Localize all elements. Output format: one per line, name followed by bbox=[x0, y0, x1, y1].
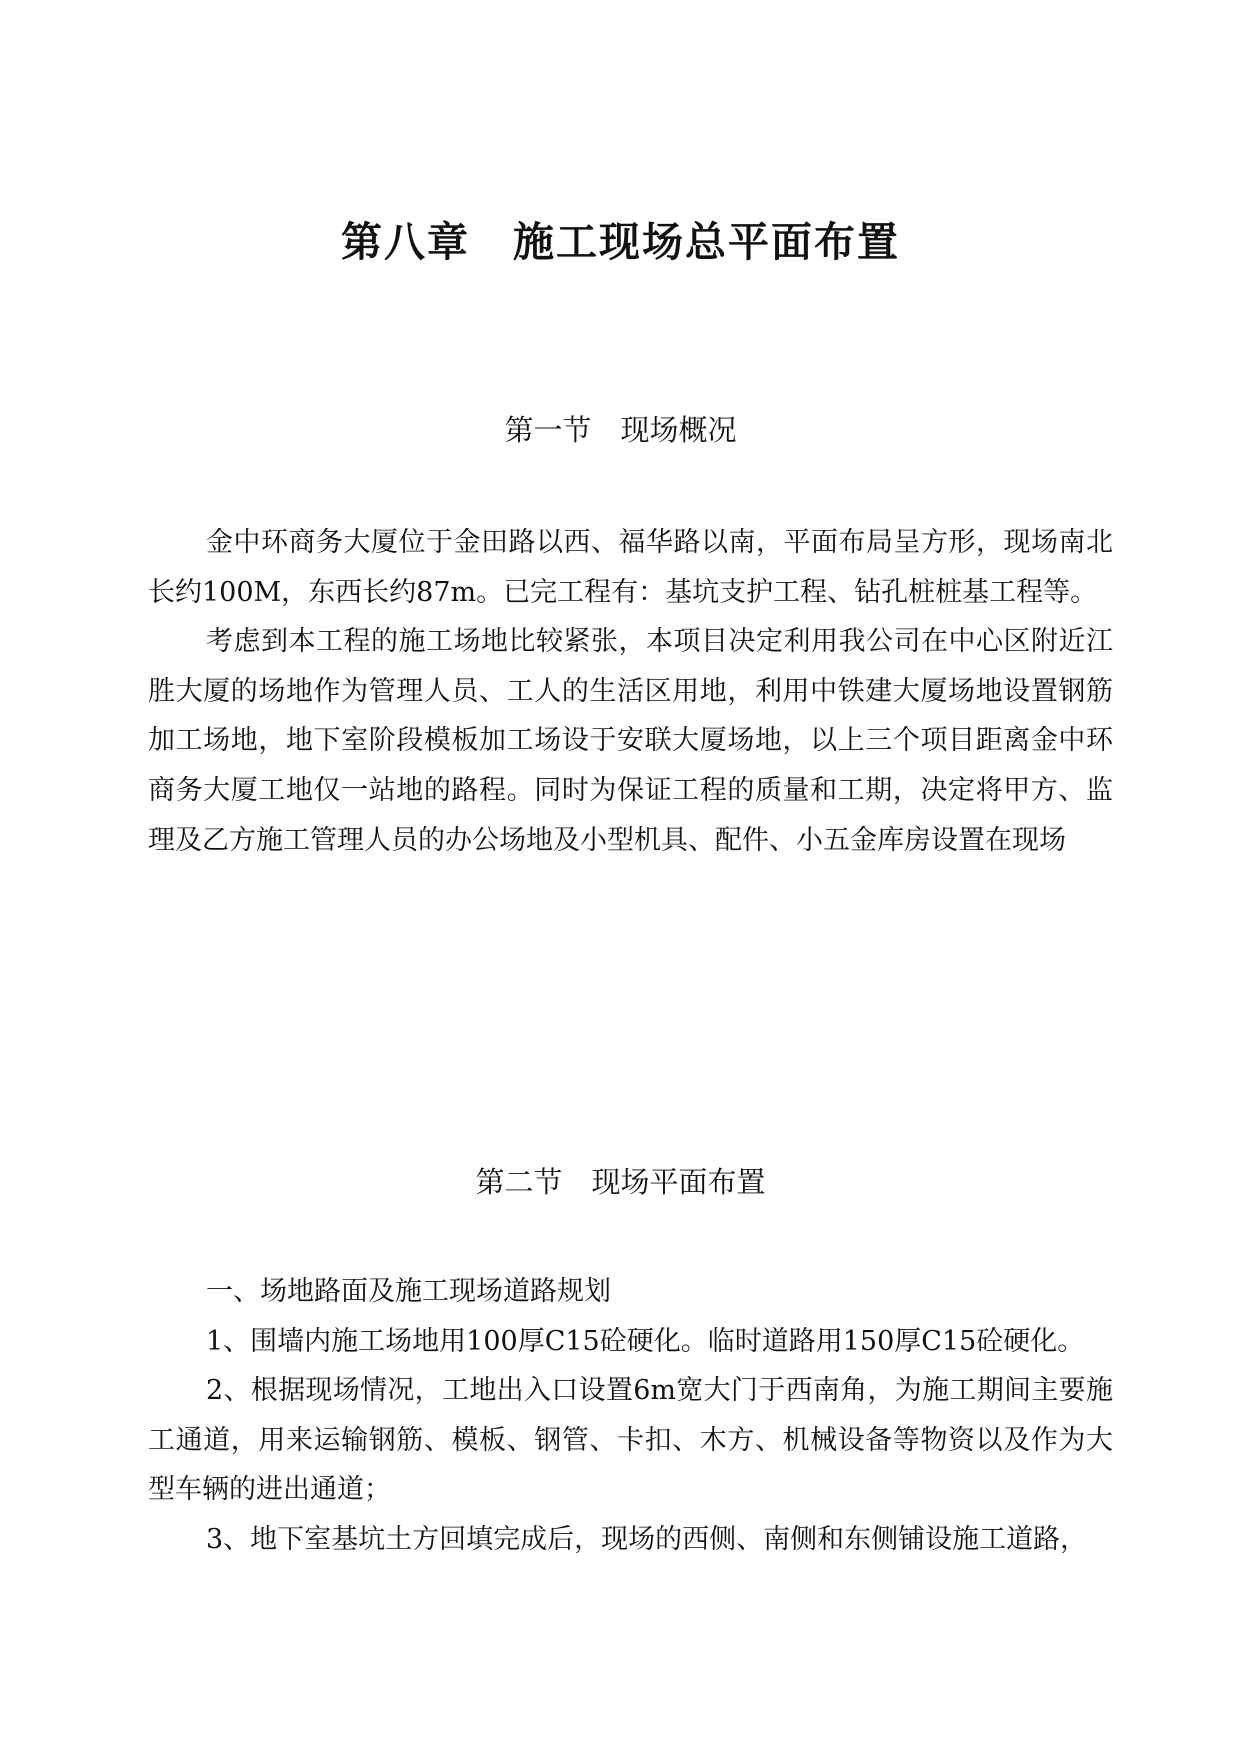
section-1-paragraph-2: 考虑到本工程的施工场地比较紧张，本项目决定利用我公司在中心区附近江胜大厦的场地作为管理人员、工人的生活区用地，利用中铁建大厦场地设置钢筋加工场地，地下室阶段模板加工场设于安联大厦场地，以上三个项目距离金中环商务大厦工地仅一站地的路程。同时为保证工程的质量和工期，决定将甲方、监理及乙方施工管理人员的办公场地及小型机具、配件、小五金库房设置在现场 bbox=[148, 626, 1113, 856]
section-2-item-3: 3、地下室基坑土方回填完成后，现场的西侧、南侧和东侧铺设施工道路， bbox=[206, 1523, 1088, 1555]
section-1-paragraph-1: 金中环商务大厦位于金田路以西、福华路以南，平面布局呈方形，现场南北长约100M，东西长约87m。已完工程有：基坑支护工程、钻孔桩桩基工程等。 bbox=[148, 527, 1113, 608]
section-1-body bbox=[148, 518, 1113, 865]
section-2-item-2: 2、根据现场情况，工地出入口设置6m宽大门于西南角，为施工期间主要施工通道，用来运输钢筋、模板、钢管、卡扣、木方、机械设备等物资以及作为大型车辆的进出通道； bbox=[148, 1375, 1113, 1506]
chapter-title: 第八章 施工现场总平面布置 bbox=[341, 218, 900, 266]
section-2-title: 第二节 现场平面布置 bbox=[475, 1165, 766, 1199]
section-2-item-1: 1、围墙内施工场地用100厚C15砼硬化。临时道路用150厚C15砼硬化。 bbox=[206, 1325, 1085, 1357]
section-2-body bbox=[148, 1267, 1113, 1565]
section-1-title: 第一节 现场概况 bbox=[504, 413, 737, 447]
section-2-subheading: 一、场地路面及施工现场道路规划 bbox=[206, 1276, 611, 1307]
